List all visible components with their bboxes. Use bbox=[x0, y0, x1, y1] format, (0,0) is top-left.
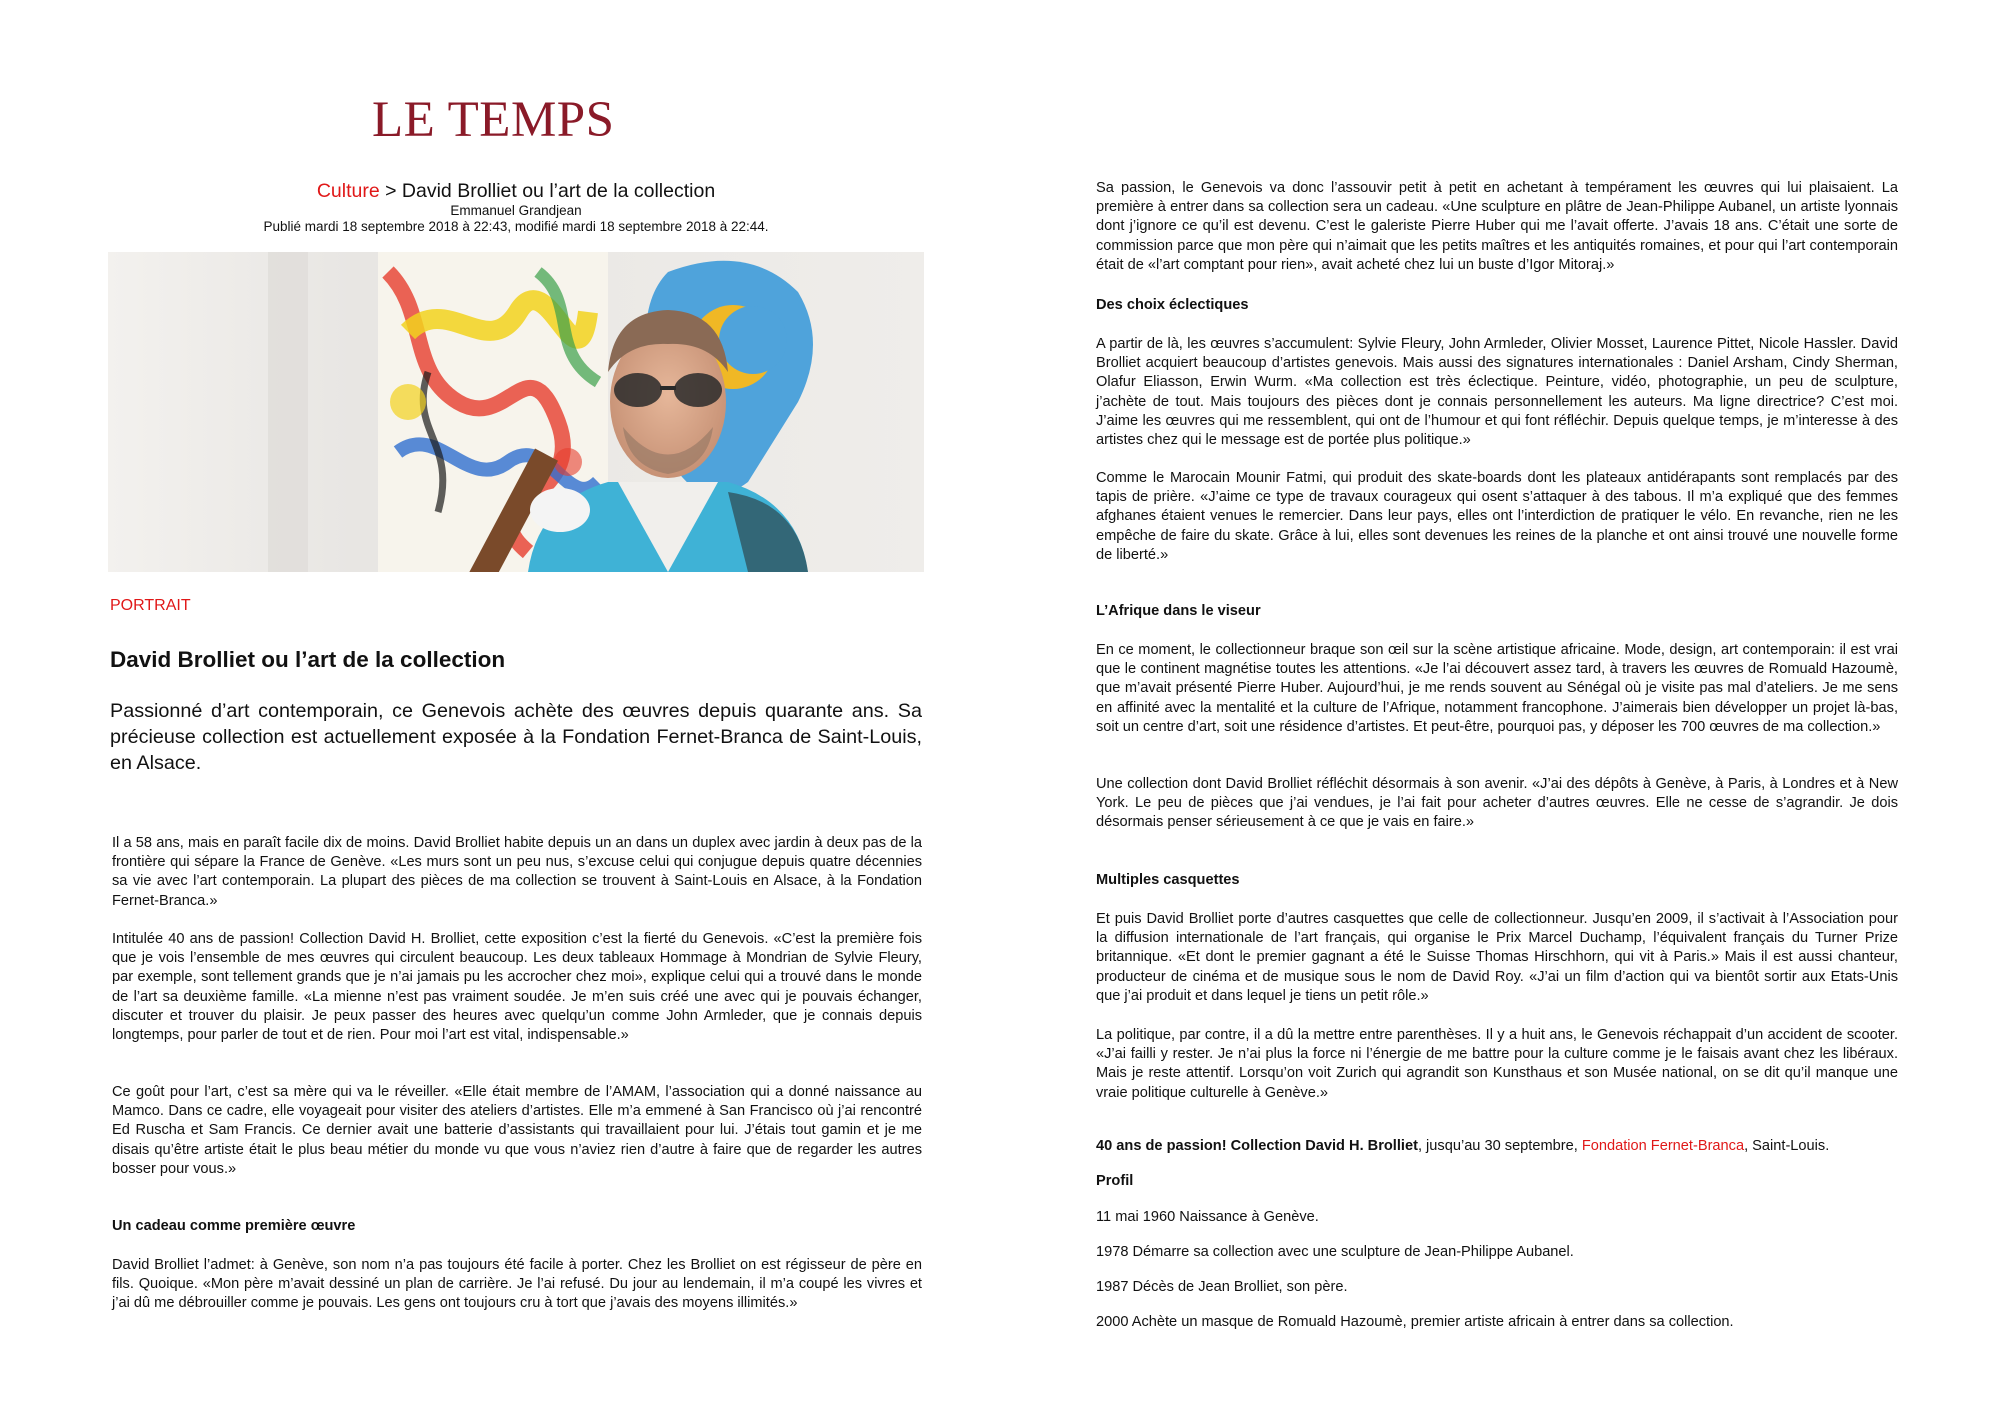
publish-date: Publié mardi 18 septembre 2018 à 22:43, modifié mardi 18 septembre 2018 à 22:44. bbox=[263, 219, 769, 234]
profil-heading: Profil bbox=[1096, 1173, 1134, 1189]
breadcrumb-category[interactable]: Culture bbox=[316, 180, 380, 202]
body-paragraph: Intitulée 40 ans de passion! Collection David H. Brolliet, cette exposition c’est la fierté du Genevois. «C’est la première fois que je vois l’ensemble de mes œuvres qui circulent beaucoup. Les deux tableaux Hommage à Mondrian de Sylvie Fleury, par exemple, sont tellement grands que je n’ai jamais pu les accrocher chez moi», explique celui qui a trouvé dans le monde de l’art sa deuxième famille. «La mienne n’est pas vraiment soudée. Je m’en suis créé une avec qui je pouvais échanger, discuter et trouver du plaisir. Je peux passer des heures avec quelqu’un comme John Armleder, que je connais depuis longtemps, pour parler de tout et de rien. Pour moi l’art est vital, indispensable.» bbox=[112, 931, 922, 1044]
section-heading: Un cadeau comme première œuvre bbox=[112, 1218, 356, 1234]
body-paragraph: Sa passion, le Genevois va donc l’assouvir petit à petit en achetant à tempérament les œuvres qui lui plaisaient. La première à entrer dans sa collection sera un cadeau. «Une sculpture en plâtre de Jean-Philippe Aubanel, un artiste lyonnais dont j’ignore ce qu’il est devenu. C’est le galeriste Pierre Huber qui me l’avait offerte. J’avais 18 ans. C’était une sorte de commission parce que mon père qui n’aimait que les petits maîtres et les antiquités romaines, et pour qui l’art contemporain était de «l’art comptant pour rien», avait acheté chez lui un buste d’Igor Mitoraj.» bbox=[1096, 180, 1898, 273]
profil-item: 1978 Démarre sa collection avec une sculpture de Jean-Philippe Aubanel. bbox=[1096, 1244, 1574, 1260]
profil-item: 2000 Achète un masque de Romuald Hazoumè, premier artiste africain à entrer dans sa collection. bbox=[1096, 1314, 1734, 1330]
body-paragraph: Il a 58 ans, mais en paraît facile dix de moins. David Brolliet habite depuis un an dans un duplex avec jardin à deux pas de la frontière qui sépare la France de Genève. «Les murs sont un peu nus, s’excuse celui qui conjugue depuis quatre décennies sa vie avec l’art contemporain. La plupart des pièces de ma collection se trouvent à Saint-Louis en Alsace, à la Fondation Fernet-Branca.» bbox=[112, 835, 922, 909]
section-heading: L’Afrique dans le viseur bbox=[1096, 603, 1261, 619]
body-paragraph: Et puis David Brolliet porte d’autres casquettes que celle de collectionneur. Jusqu’en 2009, il s’activait à l’Association pour la diffusion internationale de l’art français, qui organise le Prix Marcel Duchamp, l’équivalent français du Turner Prize britannique. «Et dont le premier gagnant a été le Suisse Thomas Hirschhorn, qui vit à Paris.» Mais il est aussi chanteur, producteur de cinéma et de musique sous le nom de David Roy. «J’ai un film d’action qui va bientôt sortir aux Etats-Unis que j’ai produit et dans lequel je tiens un petit rôle.» bbox=[1096, 911, 1898, 1004]
breadcrumb-separator: > bbox=[379, 180, 402, 202]
section-heading-wrap bbox=[1096, 296, 1898, 315]
section-heading-wrap bbox=[1096, 871, 1898, 890]
body-paragraph: David Brolliet l’admet: à Genève, son nom n’a pas toujours été facile à porter. Chez les Brolliet on est régisseur de père en fils. Quoique. «Mon père m’avait dessiné un plan de carrière. Je l’ai refusé. Du jour au lendemain, il m’a coupé les vivres et j’ai dû me débrouiller comme je pouvais. Les gens ont toujours cru à tort que j’avais des moyens illimités.» bbox=[112, 1257, 922, 1312]
breadcrumb-title: David Brolliet ou l’art de la collection bbox=[401, 180, 716, 202]
article-photo bbox=[108, 252, 924, 572]
section-heading-wrap bbox=[112, 1217, 922, 1236]
article-headline: David Brolliet ou l’art de la collection bbox=[110, 647, 506, 672]
exhibition-title: 40 ans de passion! Collection David H. Brolliet bbox=[1096, 1138, 1418, 1154]
masthead-logo[interactable]: LE TEMPS bbox=[372, 92, 615, 148]
exhibition-info bbox=[1096, 1137, 1898, 1156]
body-paragraph: Ce goût pour l’art, c’est sa mère qui va le réveiller. «Elle était membre de l’AMAM, l’association qui a donné naissance au Mamco. Dans ce cadre, elle voyageait pour visiter des ateliers d’artistes. Elle m’a emmené à San Francisco où j’ai rencontré Ed Ruscha et Sam Francis. Ce dernier avait une batterie d’assistants qui travaillaient pour lui. J’étais tout gamin et je me disais qu’être artiste était le plus beau métier du monde vu que vous n’aviez rien d’autre à faire que de regarder les autres bosser pour vous.» bbox=[112, 1084, 922, 1177]
body-paragraph: A partir de là, les œuvres s’accumulent: Sylvie Fleury, John Armleder, Olivier Mosset, Laurence Pittet, Nicole Hassler. David Brolliet acquiert beaucoup d’artistes genevois. Mais aussi des signatures internationales : Daniel Arsham, Cindy Sherman, Olafur Eliasson, Erwin Wurm. «Ma collection est très éclectique. Peinture, vidéo, photographie, un peu de sculpture, j’achète de tout. Mais toujours des pièces dont je connais personnellement les auteurs. Ma ligne directrice? C’est moi. J’aime les œuvres qui me ressemblent, qui ont de l’humour et qui font réfléchir. Depuis quelque temps, je m’interesse à des artistes chez qui le message est de portée plus politique.» bbox=[1096, 336, 1898, 449]
section-heading-wrap bbox=[1096, 602, 1898, 621]
body-paragraph: En ce moment, le collectionneur braque son œil sur la scène artistique africaine. Mode, design, art contemporain: il est vrai que le continent magnétise toutes les attentions. «Je l’ai découvert assez tard, à travers les œuvres de Romuald Hazoumè, que m’avait présenté Pierre Huber. Aujourd’hui, je me rends souvent au Sénégal où je visite pas mal d’ateliers. Je me sens en affinité avec la mentalité et la culture de l’Afrique, notamment francophone. J’aimerais bien développer un projet là-bas, soit un centre d’art, soit une résidence d’artistes. Et peut-être, pourquoi pas, y déposer les 700 œuvres de ma collection.» bbox=[1096, 642, 1898, 735]
article-rubric[interactable]: PORTRAIT bbox=[110, 597, 191, 614]
exhibition-city: , Saint-Louis. bbox=[1744, 1138, 1830, 1154]
body-paragraph: Comme le Marocain Mounir Fatmi, qui produit des skate-boards dont les plateaux antidérapants sont remplacés par des tapis de prière. «J’aime ce type de travaux courageux qui osent s’attaquer à des tabous. Il m’a expliqué que des femmes afghanes étaient venues le remercier. Dans leur pays, elles ont l’interdiction de pratiquer le vélo. En revanche, rien ne les empêche de faire du skate. Grâce à lui, elles sont devenues les reines de la planche et ont ainsi trouvé une nouvelle forme de liberté.» bbox=[1096, 470, 1898, 563]
venue-link[interactable]: Fondation Fernet-Branca bbox=[1581, 1138, 1745, 1154]
body-paragraph: La politique, par contre, il a dû la mettre entre parenthèses. Il y a huit ans, le Genevois réchappait d’un accident de scooter. «J’ai failli y rester. Je n’ai plus la force ni l’énergie de me battre pour la culture comme je le faisais avant chez les libéraux. Mais je reste attentif. Lorsqu’on voit Zurich qui agrandit son Kunsthaus et son Musée national, on se dit qu’il manque une vraie politique culturelle à Genève.» bbox=[1096, 1027, 1898, 1101]
profil-heading-wrap bbox=[1096, 1172, 1898, 1191]
portrait-image bbox=[108, 252, 924, 572]
exhibition-dates: , jusqu’au 30 septembre, bbox=[1417, 1138, 1582, 1154]
article-lead: Passionné d’art contemporain, ce Genevois achète des œuvres depuis quarante ans. Sa précieuse collection est actuellement exposée à la Fondation Fernet-Branca de Saint-Louis, en Alsace. bbox=[110, 700, 922, 774]
section-heading: Des choix éclectiques bbox=[1096, 297, 1249, 313]
author-name[interactable]: Emmanuel Grandjean bbox=[450, 203, 582, 218]
profil-item: 11 mai 1960 Naissance à Genève. bbox=[1096, 1209, 1319, 1225]
breadcrumb bbox=[110, 179, 922, 203]
section-heading: Multiples casquettes bbox=[1096, 872, 1240, 888]
body-paragraph: Une collection dont David Brolliet réfléchit désormais à son avenir. «J’ai des dépôts à Genève, à Paris, à Londres et à New York. Le peu de pièces que j’ai vendues, je l’ai fait pour acheter d’autres œuvres. Elle ne cesse de s’agrandir. Je dois désormais penser sérieusement à ce que je vais en faire.» bbox=[1096, 776, 1898, 831]
profil-item: 1987 Décès de Jean Brolliet, son père. bbox=[1096, 1279, 1348, 1295]
